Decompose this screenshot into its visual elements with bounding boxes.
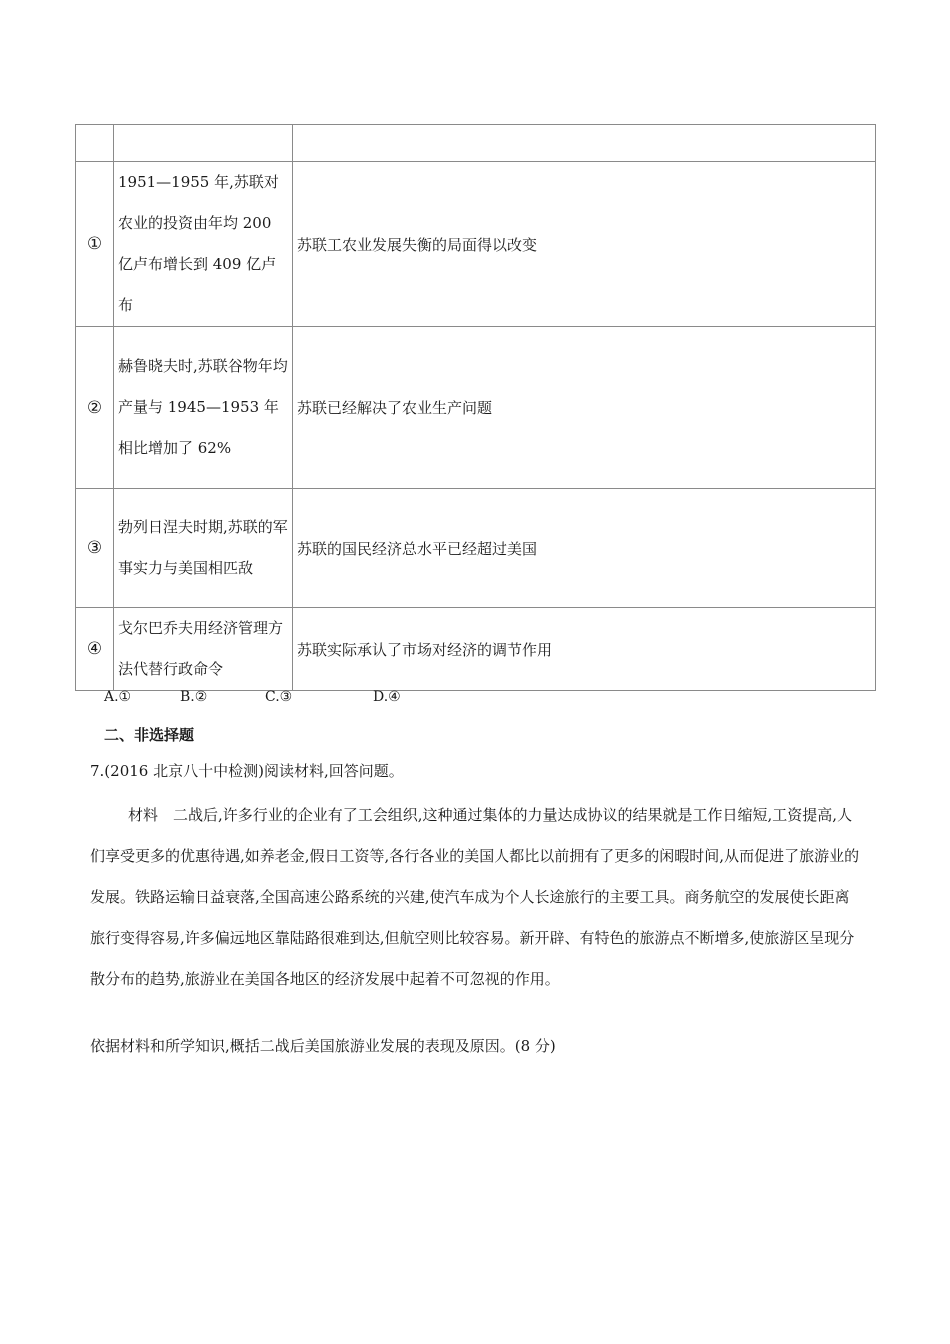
row-conclusion: 苏联实际承认了市场对经济的调节作用: [293, 608, 876, 691]
section-title: 二、非选择题: [104, 726, 195, 744]
row-number: ③: [76, 489, 114, 608]
question-title: 7.(2016 北京八十中检测)阅读材料,回答问题。: [90, 762, 404, 780]
option-b: B.②: [180, 689, 208, 705]
row-conclusion: 苏联工农业发展失衡的局面得以改变: [293, 162, 876, 327]
question-prompt: 依据材料和所学知识,概括二战后美国旅游业发展的表现及原因。(8 分): [90, 1037, 556, 1055]
row-fact: 勃列日涅夫时期,苏联的军事实力与美国相匹敌: [114, 489, 293, 608]
table-cell: [293, 125, 876, 162]
table-row: [76, 608, 876, 691]
row-number: ①: [76, 162, 114, 327]
table-header-row: [76, 125, 876, 162]
row-fact: 戈尔巴乔夫用经济管理方法代替行政命令: [114, 608, 293, 691]
table-row: [76, 327, 876, 489]
option-c: C.③: [265, 689, 293, 705]
table-cell: [76, 125, 114, 162]
question-table: [75, 124, 876, 691]
row-conclusion: 苏联已经解决了农业生产问题: [293, 327, 876, 489]
table-row: [76, 489, 876, 608]
row-conclusion: 苏联的国民经济总水平已经超过美国: [293, 489, 876, 608]
row-fact: 赫鲁晓夫时,苏联谷物年均产量与 1945—1953 年相比增加了 62%: [114, 327, 293, 489]
table-row: [76, 162, 876, 327]
option-d: D.④: [373, 689, 401, 705]
row-fact: 1951—1955 年,苏联对农业的投资由年均 200 亿卢布增长到 409 亿卢布: [114, 162, 293, 327]
option-a: A.①: [104, 689, 132, 705]
material-text: 材料 二战后,许多行业的企业有了工会组织,这种通过集体的力量达成协议的结果就是工作日缩短,工资提高,人们享受更多的优惠待遇,如养老金,假日工资等,各行各业的美国人都比以前拥有了更多的闲暇时间,从而促进了旅游业的发展。铁路运输日益衰落,全国高速公路系统的兴建,使汽车成为个人长途旅行的主要工具。商务航空的发展使长距离旅行变得容易,许多偏远地区靠陆路很难到达,但航空则比较容易。新开辟、有特色的旅游点不断增多,使旅游区呈现分散分布的趋势,旅游业在美国各地区的经济发展中起着不可忽视的作用。: [90, 806, 860, 988]
table-cell: [114, 125, 293, 162]
row-number: ④: [76, 608, 114, 691]
row-number: ②: [76, 327, 114, 489]
